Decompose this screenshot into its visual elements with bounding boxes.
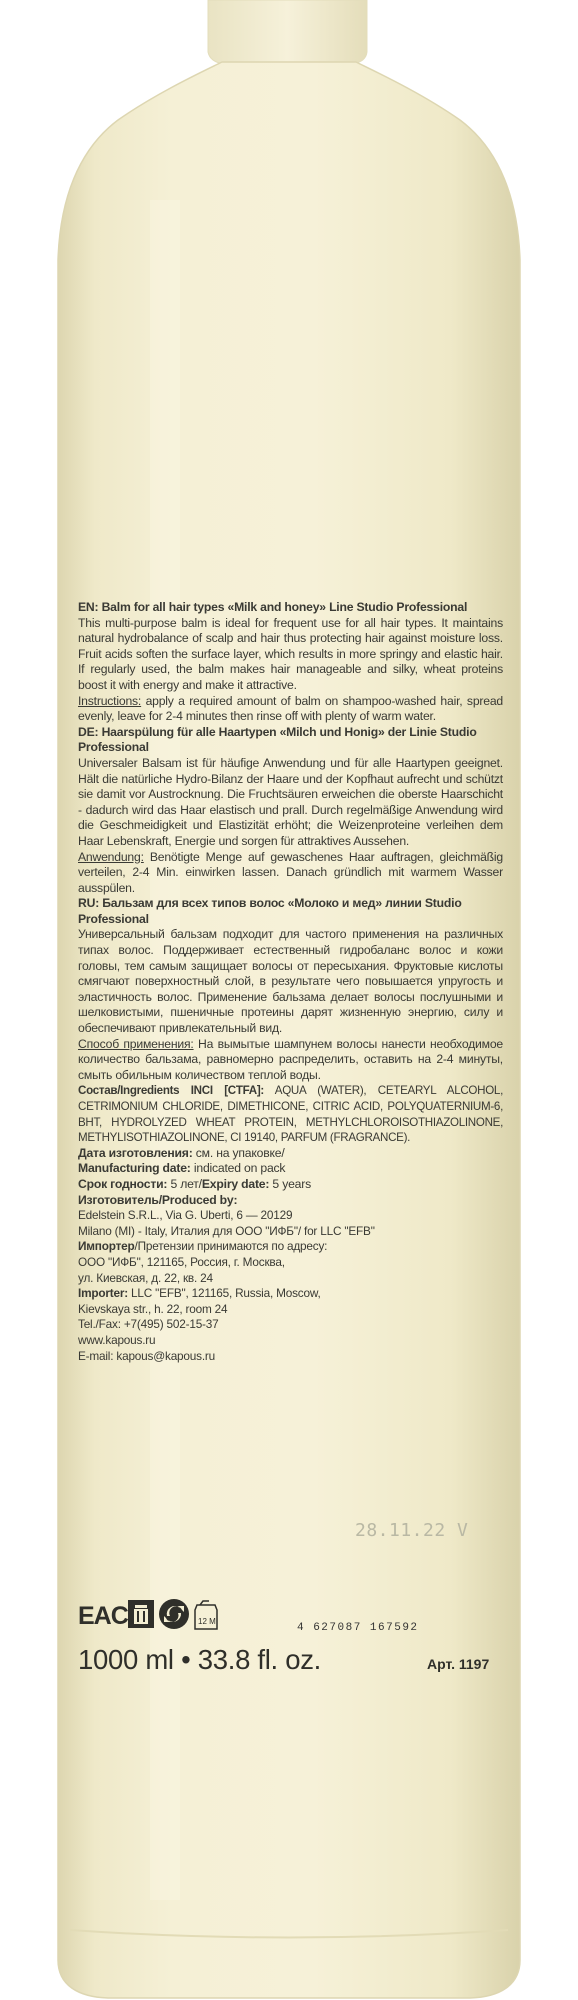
trash-bin-icon (128, 1600, 154, 1628)
en-body: This multi-purpose balm is ideal for frequent use for all hair types. It maintains natural hydrobalance of scalp and hair thus protecting hair against moisture loss. Fruit acids soften the surface layer, which results in more springy and elastic hair. If regularly used, the balm makes hair manageable and silky, wheat proteins boost it with energy and make it attractive. (78, 615, 503, 692)
manufacture-date-ru: Дата изготовления: см. на упаковке/ (78, 1145, 285, 1160)
en-instructions: Instructions: apply a required amount of balm on shampoo-washed hair, spread evenly, leave for 2-4 minutes then rinse off with plenty of warm water. (78, 693, 503, 724)
bottle-cap (208, 0, 367, 64)
importer-heading: Импортер/Претензии принимаются по адресу: (78, 1239, 328, 1254)
expiry-date: Срок годности: 5 лет/Expiry date: 5 years (78, 1176, 312, 1191)
volume-label: 1000 ml • 33.8 fl. oz. (78, 1644, 322, 1675)
article-number: Арт. 1197 (427, 1656, 490, 1672)
importer-en-line: Importer: LLC "EFB", 121165, Russia, Moscow, (78, 1286, 321, 1301)
producer-line: Edelstein S.R.L., Via G. Uberti, 6 — 20129 (78, 1208, 293, 1223)
eac-icon (78, 1602, 129, 1630)
ru-body: Универсальный бальзам подходит для частого применения на различных типах волос. Поддерживает естественный гидробаланс волос и кожи головы, тем самым защищает волосы от пересыхания. Фруктовые кислоты смягчают поверхностный слой, в результате чего повышается упругость и эластичность волос. Применение бальзама делает волосы послушными и шелковистыми, пшеничные протеины дарят жизненную энергию, силу и обеспечивают привлекательный вид. (78, 927, 503, 1036)
de-usage: Anwendung: Benötigte Menge auf gewaschenes Haar auftragen, gleichmäßig verteilen, 2-4 Min. einwirken lassen. Danach gründlich mit warmem Wasser ausspülen. (78, 849, 503, 895)
importer-line: ул. Киевская, д. 22, кв. 24 (78, 1270, 213, 1285)
importer-en-line: Kievskaya str., h. 22, room 24 (78, 1301, 228, 1316)
manufacture-date-en: Manufacturing date: indicated on pack (78, 1161, 286, 1176)
importer-line: ООО "ИФБ", 121165, Россия, г. Москва, (78, 1254, 285, 1269)
phone-line: Tel./Fax: +7(495) 502-15-37 (78, 1317, 219, 1332)
en-heading: EN: Balm for all hair types «Milk and honey» Line Studio Professional (78, 600, 468, 614)
certification-icons (78, 1598, 228, 1634)
pao-label: 12 M (198, 1617, 216, 1626)
producer-heading: Изготовитель/Produced by: (78, 1192, 238, 1207)
de-body: Universaler Balsam ist für häufige Anwendung und für alle Haartypen geeignet. Hält die natürliche Hydro-Bilanz der Haare und der Kopfhaut aufrecht und schützt sie damit vor Austrocknung. Die Fruchtsäuren erweichen die oberste Haarschicht - dadurch wird das Haar elastisch und prall. Durch regelmäßige Anwendung wird die Geschmeidigkeit und Elastizität erhöht; die Weizenproteine verleihen dem Haar Lebenskraft, Energie und sorgen für attraktives Aussehen. (78, 755, 503, 848)
de-heading: DE: Haarspülung für alle Haartypen «Milch und Honig» der Linie Studio Professional (78, 724, 477, 755)
email-line: E-mail: kapous@kapous.ru (78, 1348, 216, 1363)
eac-mark: EAC (78, 1602, 128, 1630)
recycle-icon (159, 1599, 189, 1629)
producer-line: Milano (MI) - Italy, Италия для ООО "ИФБ"/ for LLC "EFB" (78, 1223, 375, 1238)
pao-jar-icon (195, 1601, 217, 1629)
barcode-number: 4 627087 167592 (297, 1622, 419, 1634)
ingredients: Состав/Ingredients INCI [CTFA]: AQUA (WATER), CETEARYL ALCOHOL, CETRIMONIUM CHLORIDE, DIMETHICONE, CITRIC ACID, POLYQUATERNIUM-6, BHT, HYDROLYZED WHEAT PROTEIN, METHYLCHLOROISOTHIAZOLINONE, METHYLISOTHIAZOLINONE, CI 19140, PARFUM (FRAGRANCE). (78, 1084, 503, 1145)
batch-date-code: 28.11.22 V (355, 1520, 469, 1541)
product-label (78, 600, 503, 1364)
website-line: www.kapous.ru (78, 1332, 156, 1347)
ru-usage: Способ применения: На вымытые шампунем волосы нанести необходимое количество бальзама, равномерно распределить, оставить на 2-4 минуты, смыть обильным количеством теплой воды. (78, 1036, 503, 1082)
ru-heading: RU: Бальзам для всех типов волос «Молоко и мед» линии Studio Professional (78, 896, 462, 926)
